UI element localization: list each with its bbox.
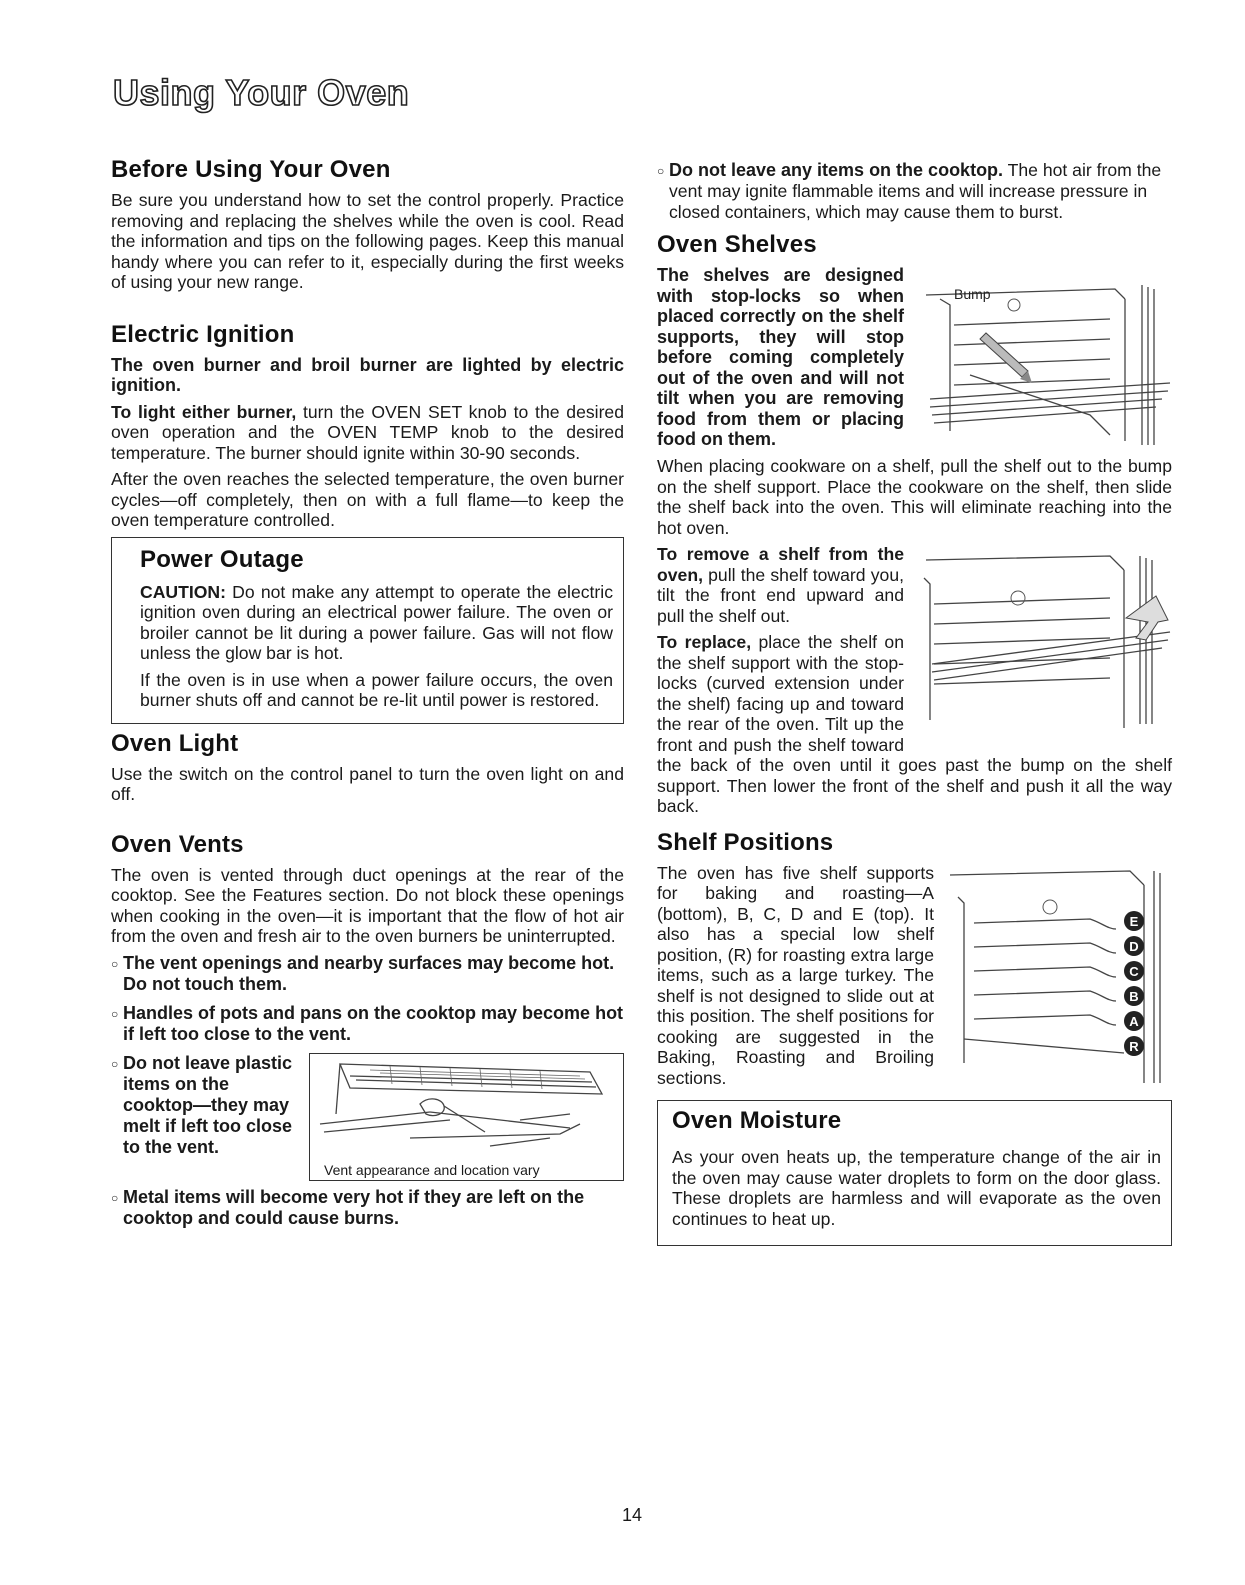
vent-plastic-row bbox=[111, 1053, 624, 1181]
shelf-positions-illustration bbox=[940, 863, 1172, 1088]
shelf-position-label: C bbox=[1129, 963, 1139, 979]
caution-text: Do not make any attempt to operate the electric ignition oven during an electrical power failure. The oven or broiler cannot be lit during a power failure. Gas will not flow unless the glow bar is hot. bbox=[140, 581, 613, 663]
oven-moisture-box bbox=[657, 1100, 1172, 1246]
vent-bullet-plastic: ○ Do not leave plastic items on the cooktop—they may melt if left too close to the vent. bbox=[111, 1052, 293, 1157]
bullet-icon: ○ bbox=[111, 956, 119, 971]
oven-shelves-section bbox=[657, 231, 1172, 823]
page-number: 14 bbox=[622, 1505, 643, 1525]
bullet-icon: ○ bbox=[111, 1190, 119, 1205]
before-using-heading: Before Using Your Oven bbox=[111, 156, 391, 183]
shelf-bump-illustration bbox=[910, 265, 1172, 452]
bump-label: Bump bbox=[954, 286, 991, 302]
oven-shelves-placing: When placing cookware on a shelf, pull the shelf out to the bump on the shelf support. Place the cookware on the shelf, then slide the shelf back into the oven. This will eliminate reaching into the hot oven. bbox=[657, 456, 1172, 538]
cooktop-warning bbox=[657, 160, 1172, 223]
vent-bullet-hot-surfaces: ○ The vent openings and nearby surfaces may become hot. Do not touch them. bbox=[111, 952, 615, 994]
cooktop-warning-text: The hot air from the vent may ignite flammable items and will increase pressure in closed containers, which may cause them to burst. bbox=[669, 160, 1162, 222]
oven-moisture-heading: Oven Moisture bbox=[672, 1107, 842, 1134]
vent-illustration bbox=[309, 1053, 624, 1181]
oven-vents-body: The oven is vented through duct openings at the rear of the cooktop. See the Features section. Do not block these openings when cooking in the oven—it is important that the flow of hot air from the oven and fresh air to the oven burners be uninterrupted. bbox=[111, 864, 624, 946]
caution-paragraph bbox=[140, 582, 613, 664]
vent-bullet-handles: ○ Handles of pots and pans on the cooktop may become hot if left too close to the vent. bbox=[111, 1002, 624, 1044]
oven-light-section bbox=[111, 730, 624, 805]
light-burner-label: To light either burner, bbox=[111, 401, 297, 422]
power-outage-heading: Power Outage bbox=[140, 545, 304, 573]
replace-shelf-text: place the shelf on the shelf support with the stop-locks (curved extension under the shelf) facing up and toward the rear of the oven. Tilt up the front and push the shelf toward the back of the oven until it goes past the bump on the shelf support. Then lower the front of the shelf and push it all the way back. bbox=[657, 632, 1172, 816]
oven-light-heading: Oven Light bbox=[111, 729, 239, 757]
oven-shelves-lead: The shelves are designed with stop-locks so when placed correctly on the shelf supports, they will stop before coming completely out of the oven and will not tilt when you are removing food from them or placing food on them. bbox=[657, 265, 904, 449]
electric-ignition-heading: Electric Ignition bbox=[111, 320, 295, 348]
vent-figure-caption: Vent appearance and location vary bbox=[324, 1161, 540, 1178]
power-outage-box bbox=[111, 537, 624, 724]
bullet-icon: ○ bbox=[657, 164, 665, 178]
remove-shelf-text: pull the shelf toward you, tilt the front end upward and pull the shelf out. bbox=[657, 564, 904, 626]
replace-shelf-label: To replace, bbox=[657, 632, 752, 652]
before-using-section bbox=[111, 156, 624, 293]
bullet-icon: ○ bbox=[111, 1006, 119, 1021]
oven-vents-heading: Oven Vents bbox=[111, 830, 244, 858]
oven-light-body: Use the switch on the control panel to turn the oven light on and off. bbox=[111, 763, 624, 804]
oven-vents-section bbox=[111, 831, 624, 1229]
shelf-position-label: D bbox=[1129, 938, 1139, 954]
light-burner-paragraph bbox=[111, 402, 624, 464]
vent-bullet-metal: ○ Metal items will become very hot if they are left on the cooktop and could cause burns. bbox=[111, 1186, 585, 1228]
page-title: Using Your Oven bbox=[113, 72, 410, 113]
cooktop-warning-label: Do not leave any items on the cooktop. bbox=[669, 160, 1004, 180]
light-burner-text: turn the OVEN SET knob to the desired oven operation and the OVEN TEMP knob to the desired temperature. The burner should ignite within 30-90 seconds. bbox=[111, 401, 625, 463]
shelf-position-label: A bbox=[1129, 1013, 1139, 1029]
shelf-remove-illustration bbox=[910, 544, 1172, 733]
shelf-position-label: R bbox=[1129, 1038, 1139, 1054]
left-column bbox=[111, 156, 624, 1237]
shelf-positions-body: The oven has five shelf supports for baking and roasting—A (bottom), B, C, D and E (top). It also has a special low shelf position, (R) for roasting extra large items, such as a large turkey. The shelf is not designed to slide out at this position. The shelf positions for cooking are suggested in the Baking, Roasting and Broiling sections. bbox=[657, 862, 934, 1088]
oven-moisture-body: As your oven heats up, the temperature change of the air in the oven may cause water droplets to form on the door glass. These droplets are harmless and will evaporate as the oven continues to heat up. bbox=[672, 1147, 1161, 1229]
electric-ignition-lead: The oven burner and broil burner are lighted by electric ignition. bbox=[111, 354, 624, 395]
oven-cycle-paragraph: After the oven reaches the selected temperature, the oven burner cycles—off completely, then on with a full flame—to keep the oven temperature controlled. bbox=[111, 469, 624, 530]
before-using-body: Be sure you understand how to set the control properly. Practice removing and replacing the shelves while the oven is cool. Read the information and tips on the following pages. Keep this manual handy where you can refer to it, especially during the first weeks of using your new range. bbox=[111, 190, 624, 292]
shelf-positions-heading: Shelf Positions bbox=[657, 828, 834, 856]
vent-drawing bbox=[310, 1054, 623, 1158]
right-column bbox=[657, 160, 1172, 1246]
electric-ignition-section bbox=[111, 321, 624, 531]
power-failure-paragraph: If the oven is in use when a power failure occurs, the oven burner shuts off and cannot be re-lit until power is restored. bbox=[140, 669, 613, 710]
remove-shelf-label: To remove a shelf from the oven, bbox=[657, 544, 904, 585]
caution-label: CAUTION: bbox=[140, 581, 227, 602]
oven-shelves-heading: Oven Shelves bbox=[657, 231, 817, 258]
shelf-positions-section bbox=[657, 829, 1172, 1095]
shelf-position-label: B bbox=[1129, 988, 1139, 1004]
bullet-icon: ○ bbox=[111, 1056, 119, 1071]
shelf-position-label: E bbox=[1129, 913, 1139, 929]
